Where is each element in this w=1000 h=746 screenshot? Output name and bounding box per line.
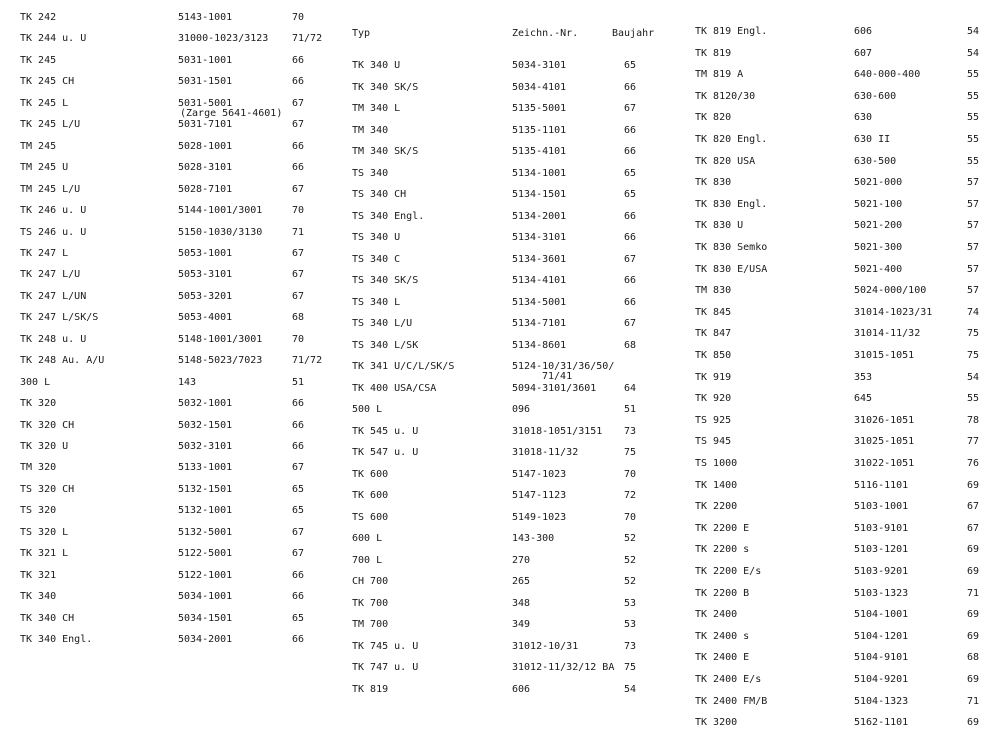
type-cell: TK 320 — [20, 398, 57, 410]
type-cell: TK 321 L — [20, 548, 69, 560]
type-cell: TS 340 U — [352, 232, 401, 243]
type-cell: TK 2400 E/s — [695, 674, 762, 685]
drawing-number-cell: 5162-1101 — [854, 717, 909, 729]
type-cell: TS 246 u. U — [20, 226, 87, 238]
drawing-number-cell: 31018-11/32 — [512, 447, 579, 458]
year-cell: 66 — [292, 76, 305, 88]
type-cell: TK 1400 — [695, 479, 738, 491]
type-cell: TK 246 u. U — [20, 205, 87, 217]
type-cell: TK 340 CH — [20, 612, 75, 624]
year-cell: 75 — [967, 328, 980, 340]
year-cell: 69 — [967, 566, 980, 577]
year-cell: 69 — [967, 717, 980, 729]
drawing-number-cell: 5021-400 — [854, 263, 903, 275]
drawing-number-cell: 5147-1023 — [512, 468, 567, 480]
type-cell: TS 1000 — [695, 458, 738, 469]
header-zeichn-nr: Zeichn.-Nr. — [512, 28, 579, 39]
year-cell: 65 — [624, 189, 637, 200]
drawing-number-cell: 630-500 — [854, 155, 897, 167]
type-cell: TK 340 SK/S — [352, 81, 419, 93]
drawing-number-cell: 606 — [512, 683, 531, 695]
drawing-number-cell: 5028-3101 — [178, 162, 233, 174]
drawing-number-cell: 5134-8601 — [512, 339, 567, 351]
drawing-number-cell: 5031-1501 — [178, 76, 233, 88]
year-cell: 67 — [292, 269, 305, 281]
type-cell: TK 2200 s — [695, 544, 750, 556]
type-cell: TK 830 — [695, 177, 732, 189]
type-cell: TK 341 U/C/L/SK/S — [352, 361, 455, 372]
type-cell: TK 547 u. U — [352, 447, 419, 458]
year-cell: 55 — [967, 90, 980, 102]
drawing-number-cell: 5028-7101 — [178, 183, 233, 195]
drawing-number-cell: 5032-1001 — [178, 398, 233, 410]
year-cell: 74 — [967, 306, 980, 318]
drawing-number-cell: 5032-1501 — [178, 419, 233, 431]
drawing-number-cell: 5124-10/31/36/50/ — [512, 361, 615, 372]
year-cell: 53 — [624, 619, 637, 630]
type-cell: TK 820 Engl. — [695, 134, 768, 145]
drawing-number-cell: 630 II — [854, 134, 891, 145]
drawing-number-cell: 5134-1501 — [512, 189, 567, 200]
drawing-number-cell: 5031-7101 — [178, 119, 233, 131]
drawing-number-cell: 5135-5001 — [512, 103, 567, 114]
year-cell: 52 — [624, 554, 637, 566]
drawing-number-cell: 5053-4001 — [178, 312, 233, 324]
year-cell: 52 — [624, 576, 637, 587]
type-cell: TK 340 — [20, 591, 57, 603]
type-cell: TM 340 L — [352, 103, 401, 114]
year-cell: 67 — [292, 548, 305, 560]
year-cell: 76 — [967, 458, 980, 469]
drawing-number-cell: 096 — [512, 404, 531, 415]
year-cell: 54 — [967, 47, 980, 59]
type-cell: TK 600 — [352, 468, 389, 480]
type-cell: TK 247 L/SK/S — [20, 312, 99, 324]
type-cell: 700 L — [352, 554, 383, 566]
year-cell: 67 — [967, 522, 980, 534]
drawing-number-cell: 5021-100 — [854, 198, 903, 210]
drawing-number-cell: 31012-11/32/12 BA — [512, 662, 615, 673]
drawing-number-cell: 5132-1501 — [178, 483, 233, 495]
drawing-number-cell: 5134-1001 — [512, 167, 567, 179]
drawing-number-cell: 5024-000/100 — [854, 285, 927, 297]
year-cell: 65 — [292, 612, 305, 624]
year-cell: 73 — [624, 640, 637, 652]
type-cell: TK 2200 B — [695, 587, 750, 599]
year-cell: 70 — [292, 12, 305, 23]
year-cell: 55 — [967, 134, 980, 145]
header-typ: Typ — [352, 28, 371, 39]
drawing-number-cell: 5021-000 — [854, 177, 903, 189]
drawing-number-cell: 5021-300 — [854, 242, 903, 253]
year-cell: 70 — [624, 511, 637, 523]
year-cell: 68 — [967, 652, 980, 664]
type-cell: TK 245 CH — [20, 76, 75, 88]
type-cell: TK 247 L — [20, 247, 69, 259]
year-cell: 67 — [292, 183, 305, 195]
year-cell: 66 — [292, 398, 305, 410]
drawing-number-cell: 5104-9101 — [854, 652, 909, 664]
year-cell: 57 — [967, 285, 980, 297]
drawing-number-cell: 5132-5001 — [178, 526, 233, 538]
drawing-number-cell: 5034-2001 — [178, 634, 233, 646]
year-cell: 66 — [624, 81, 637, 93]
drawing-number-cell: 143 — [178, 376, 197, 388]
year-cell: 70 — [292, 333, 305, 345]
row-note: 71/41 — [542, 371, 573, 382]
drawing-number-cell: 5034-4101 — [512, 81, 567, 93]
year-cell: 67 — [292, 119, 305, 131]
row-note: (Zarge 5641-4601) — [180, 107, 283, 119]
drawing-number-cell: 5122-5001 — [178, 548, 233, 560]
drawing-number-cell: 5149-1023 — [512, 511, 567, 523]
year-cell: 75 — [967, 350, 980, 361]
type-cell: TS 340 L/SK — [352, 339, 419, 351]
type-cell: TK 8120/30 — [695, 90, 756, 102]
type-cell: TM 340 SK/S — [352, 146, 419, 157]
type-cell: TS 340 SK/S — [352, 275, 419, 286]
type-cell: TS 925 — [695, 414, 732, 426]
type-cell: TS 945 — [695, 436, 732, 448]
type-cell: TK 745 u. U — [352, 640, 419, 652]
drawing-number-cell: 5135-1101 — [512, 124, 567, 136]
year-cell: 55 — [967, 69, 980, 81]
year-cell: 68 — [292, 312, 305, 324]
year-cell: 67 — [292, 97, 305, 109]
type-cell: TK 320 CH — [20, 419, 75, 431]
type-cell: TK 2200 — [695, 501, 738, 513]
type-cell: TK 321 — [20, 569, 57, 581]
year-cell: 65 — [292, 483, 305, 495]
drawing-number-cell: 630 — [854, 112, 873, 124]
drawing-number-cell: 5028-1001 — [178, 140, 233, 152]
year-cell: 67 — [292, 290, 305, 302]
drawing-number-cell: 5031-1001 — [178, 54, 233, 66]
type-cell: 500 L — [352, 404, 383, 415]
type-cell: TM 700 — [352, 619, 389, 630]
year-cell: 78 — [967, 414, 980, 426]
type-cell: TS 320 L — [20, 526, 69, 538]
type-cell: 300 L — [20, 376, 51, 388]
year-cell: 69 — [967, 479, 980, 491]
drawing-number-cell: 348 — [512, 597, 531, 609]
type-cell: TS 340 CH — [352, 189, 407, 200]
year-cell: 65 — [624, 167, 637, 179]
type-cell: TK 320 U — [20, 441, 69, 452]
type-cell: TK 244 u. U — [20, 33, 87, 45]
year-cell: 57 — [967, 198, 980, 210]
type-cell: TK 847 — [695, 328, 732, 340]
drawing-number-cell: 5034-1501 — [178, 612, 233, 624]
drawing-number-cell: 5021-200 — [854, 220, 903, 232]
year-cell: 72 — [624, 490, 637, 501]
type-cell: TK 747 u. U — [352, 662, 419, 673]
drawing-number-cell: 5134-4101 — [512, 275, 567, 286]
drawing-number-cell: 5148-5023/7023 — [178, 355, 263, 367]
drawing-number-cell: 640-000-400 — [854, 69, 921, 81]
year-cell: 71 — [967, 695, 980, 707]
type-cell: TM 245 — [20, 140, 57, 152]
year-cell: 67 — [292, 247, 305, 259]
year-cell: 57 — [967, 220, 980, 232]
drawing-number-cell: 353 — [854, 371, 873, 383]
type-cell: TK 830 Engl. — [695, 198, 768, 210]
year-cell: 57 — [967, 177, 980, 189]
year-cell: 67 — [967, 501, 980, 513]
year-cell: 71/72 — [292, 355, 323, 367]
year-cell: 54 — [624, 683, 637, 695]
drawing-number-cell: 31014-1023/31 — [854, 306, 933, 318]
year-cell: 69 — [967, 609, 980, 621]
year-cell: 71/72 — [292, 33, 323, 45]
type-cell: TK 2400 s — [695, 630, 750, 642]
type-cell: TK 819 — [352, 683, 389, 695]
year-cell: 67 — [624, 253, 637, 265]
drawing-number-cell: 5104-1001 — [854, 609, 909, 621]
drawing-number-cell: 645 — [854, 393, 873, 405]
type-cell: TK 920 — [695, 393, 732, 405]
type-cell: TK 545 u. U — [352, 425, 419, 437]
drawing-number-cell: 5148-1001/3001 — [178, 333, 263, 345]
year-cell: 75 — [624, 447, 637, 458]
type-cell: TK 2200 E/s — [695, 566, 762, 577]
drawing-number-cell: 5147-1123 — [512, 490, 567, 501]
drawing-number-cell: 5053-1001 — [178, 247, 233, 259]
year-cell: 71 — [967, 587, 980, 599]
year-cell: 66 — [292, 591, 305, 603]
type-cell: TK 2400 — [695, 609, 738, 621]
type-cell: TS 340 C — [352, 253, 401, 265]
year-cell: 66 — [292, 569, 305, 581]
drawing-number-cell: 349 — [512, 619, 531, 630]
drawing-number-cell: 5103-9201 — [854, 566, 909, 577]
type-cell: TK 830 E/USA — [695, 263, 768, 275]
type-cell: TK 3200 — [695, 717, 738, 729]
type-cell: TK 242 — [20, 12, 57, 23]
type-cell: TM 819 A — [695, 69, 744, 81]
year-cell: 57 — [967, 242, 980, 253]
type-cell: TK 845 — [695, 306, 732, 318]
year-cell: 54 — [967, 371, 980, 383]
year-cell: 65 — [292, 505, 305, 517]
drawing-number-cell: 5034-3101 — [512, 60, 567, 71]
drawing-number-cell: 5053-3101 — [178, 269, 233, 281]
drawing-number-cell: 5134-5001 — [512, 296, 567, 308]
type-cell: TS 340 L — [352, 296, 401, 308]
year-cell: 66 — [292, 162, 305, 174]
type-cell: TK 2400 E — [695, 652, 750, 664]
drawing-number-cell: 5103-1323 — [854, 587, 909, 599]
year-cell: 65 — [624, 60, 637, 71]
drawing-number-cell: 5103-9101 — [854, 522, 909, 534]
type-cell: TM 245 L/U — [20, 183, 81, 195]
drawing-number-cell: 5144-1001/3001 — [178, 205, 263, 217]
drawing-number-cell: 5031-5001 — [178, 97, 233, 109]
year-cell: 69 — [967, 674, 980, 685]
type-cell: TK 820 USA — [695, 155, 756, 167]
drawing-number-cell: 31014-11/32 — [854, 328, 921, 340]
drawing-number-cell: 5122-1001 — [178, 569, 233, 581]
year-cell: 66 — [624, 296, 637, 308]
type-cell: TM 830 — [695, 285, 732, 297]
year-cell: 54 — [967, 26, 980, 37]
year-cell: 51 — [292, 376, 305, 388]
type-cell: TK 850 — [695, 350, 732, 361]
year-cell: 66 — [292, 419, 305, 431]
type-cell: TK 600 — [352, 490, 389, 501]
year-cell: 70 — [292, 205, 305, 217]
type-cell: TK 2400 FM/B — [695, 695, 768, 707]
drawing-number-cell: 5094-3101/3601 — [512, 382, 597, 394]
drawing-number-cell: 5104-1201 — [854, 630, 909, 642]
year-cell: 66 — [292, 140, 305, 152]
year-cell: 51 — [624, 404, 637, 415]
drawing-number-cell: 31000-1023/3123 — [178, 33, 269, 45]
drawing-number-cell: 5134-2001 — [512, 210, 567, 222]
drawing-number-cell: 5116-1101 — [854, 479, 909, 491]
year-cell: 67 — [624, 103, 637, 114]
year-cell: 52 — [624, 533, 637, 544]
year-cell: 53 — [624, 597, 637, 609]
year-cell: 66 — [292, 634, 305, 646]
header-baujahr: Baujahr — [612, 28, 655, 39]
drawing-number-cell: 5150-1030/3130 — [178, 226, 263, 238]
drawing-number-cell: 31026-1051 — [854, 414, 915, 426]
type-cell: TK 340 U — [352, 60, 401, 71]
year-cell: 69 — [967, 544, 980, 556]
type-cell: TK 819 Engl. — [695, 26, 768, 37]
type-cell: TK 248 Au. A/U — [20, 355, 105, 367]
year-cell: 73 — [624, 425, 637, 437]
drawing-number-cell: 5133-1001 — [178, 462, 233, 474]
drawing-number-cell: 5134-3601 — [512, 253, 567, 265]
year-cell: 69 — [967, 630, 980, 642]
drawing-number-cell: 31025-1051 — [854, 436, 915, 448]
drawing-number-cell: 5103-1201 — [854, 544, 909, 556]
year-cell: 66 — [624, 124, 637, 136]
type-cell: TS 340 L/U — [352, 318, 413, 329]
year-cell: 71 — [292, 226, 305, 238]
drawing-number-cell: 31018-1051/3151 — [512, 425, 603, 437]
type-cell: TS 600 — [352, 511, 389, 523]
type-cell: 600 L — [352, 533, 383, 544]
drawing-number-cell: 5134-7101 — [512, 318, 567, 329]
type-cell: TK 340 Engl. — [20, 634, 93, 646]
type-cell: TK 245 L — [20, 97, 69, 109]
year-cell: 66 — [292, 441, 305, 452]
year-cell: 67 — [624, 318, 637, 329]
type-cell: TS 320 CH — [20, 483, 75, 495]
type-cell: TK 245 — [20, 54, 57, 66]
year-cell: 66 — [624, 146, 637, 157]
year-cell: 55 — [967, 155, 980, 167]
drawing-number-cell: 5104-9201 — [854, 674, 909, 685]
type-cell: TK 400 USA/CSA — [352, 382, 437, 394]
drawing-number-cell: 5134-3101 — [512, 232, 567, 243]
drawing-number-cell: 265 — [512, 576, 531, 587]
type-cell: TK 830 Semko — [695, 242, 768, 253]
type-cell: TS 320 — [20, 505, 57, 517]
year-cell: 55 — [967, 393, 980, 405]
type-cell: TS 340 — [352, 167, 389, 179]
type-cell: TM 320 — [20, 462, 57, 474]
year-cell: 57 — [967, 263, 980, 275]
year-cell: 75 — [624, 662, 637, 673]
year-cell: 67 — [292, 462, 305, 474]
drawing-number-cell: 5034-1001 — [178, 591, 233, 603]
drawing-number-cell: 5132-1001 — [178, 505, 233, 517]
type-cell: TK 245 L/U — [20, 119, 81, 131]
drawing-number-cell: 5103-1001 — [854, 501, 909, 513]
drawing-number-cell: 143-300 — [512, 533, 555, 544]
type-cell: CH 700 — [352, 576, 389, 587]
drawing-number-cell: 630-600 — [854, 90, 897, 102]
drawing-number-cell: 31022-1051 — [854, 458, 915, 469]
drawing-number-cell: 5143-1001 — [178, 12, 233, 23]
year-cell: 66 — [624, 210, 637, 222]
year-cell: 55 — [967, 112, 980, 124]
drawing-number-cell: 31015-1051 — [854, 350, 915, 361]
type-cell: TK 919 — [695, 371, 732, 383]
type-cell: TK 820 — [695, 112, 732, 124]
type-cell: TK 700 — [352, 597, 389, 609]
year-cell: 66 — [292, 54, 305, 66]
drawing-number-cell: 606 — [854, 26, 873, 37]
type-cell: TS 340 Engl. — [352, 210, 425, 222]
year-cell: 67 — [292, 526, 305, 538]
drawing-number-cell: 5135-4101 — [512, 146, 567, 157]
year-cell: 68 — [624, 339, 637, 351]
type-cell: TK 247 L/U — [20, 269, 81, 281]
type-cell: TM 340 — [352, 124, 389, 136]
type-cell: TM 245 U — [20, 162, 69, 174]
type-cell: TK 2200 E — [695, 522, 750, 534]
year-cell: 77 — [967, 436, 980, 448]
year-cell: 70 — [624, 468, 637, 480]
type-cell: TK 819 — [695, 47, 732, 59]
drawing-number-cell: 31012-10/31 — [512, 640, 579, 652]
drawing-number-cell: 5104-1323 — [854, 695, 909, 707]
type-cell: TK 247 L/UN — [20, 290, 87, 302]
drawing-number-cell: 5032-3101 — [178, 441, 233, 452]
drawing-number-cell: 270 — [512, 554, 531, 566]
type-cell: TK 830 U — [695, 220, 744, 232]
type-cell: TK 248 u. U — [20, 333, 87, 345]
drawing-number-cell: 5053-3201 — [178, 290, 233, 302]
year-cell: 66 — [624, 232, 637, 243]
year-cell: 66 — [624, 275, 637, 286]
year-cell: 64 — [624, 382, 637, 394]
drawing-number-cell: 607 — [854, 47, 873, 59]
